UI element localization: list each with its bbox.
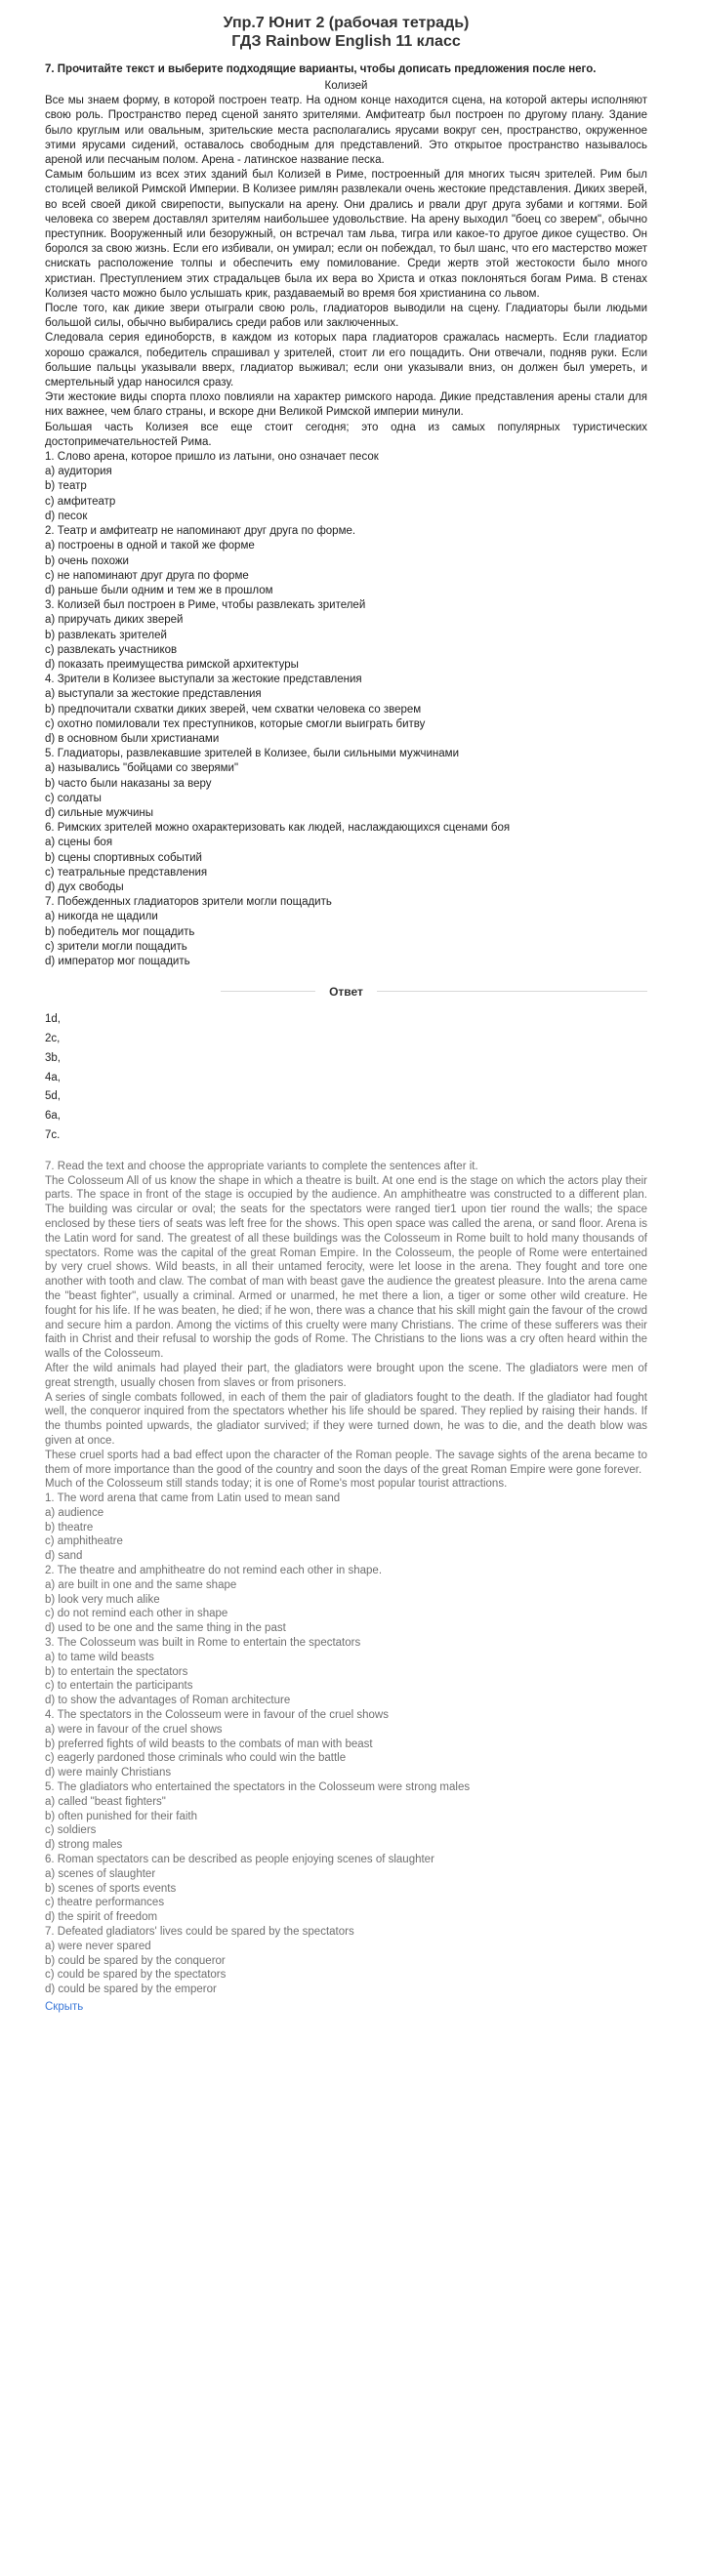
english-question-line: c) eagerly pardoned those criminals who could win the battle — [45, 1752, 347, 1765]
page-title — [45, 14, 647, 51]
russian-question-line: b) сцены спортивных событий — [45, 851, 202, 864]
english-question-line: c) could be spared by the spectators — [45, 1969, 227, 1982]
russian-question-line: d) песок — [45, 510, 88, 522]
russian-paragraph: Эти жестокие виды спорта плохо повлияли на характер римского народа. Дикие представления арены стали для них важнее, чем благо страны, и вскоре дни Великой Римской империи минули. — [45, 391, 647, 419]
english-paragraphs — [45, 1174, 647, 1492]
english-questions — [45, 1492, 647, 1997]
russian-question-line: a) сцены боя — [45, 837, 113, 849]
english-paragraph: Much of the Colosseum still stands today; it is one of Rome's most popular tourist attractions. — [45, 1478, 508, 1491]
russian-question-line: 4. Зрители в Колизее выступали за жестокие представления — [45, 674, 362, 686]
english-question-line: b) preferred fights of wild beasts to the combats of man with beast — [45, 1738, 373, 1750]
russian-question-line: 6. Римских зрителей можно охарактеризовать как людей, наслаждающихся сценами боя — [45, 822, 511, 835]
english-paragraph: These cruel sports had a bad effect upon the character of the Roman people. The savage sights of the arena became to them of more importance than the good of the country and soon the days of the great Roman Empire were gone forever. — [45, 1449, 647, 1476]
english-question-line: 2. The theatre and amphitheatre do not remind each other in shape. — [45, 1565, 383, 1577]
answer-item: 6a, — [45, 1110, 61, 1123]
russian-question-line: d) в основном были христианами — [45, 732, 220, 745]
russian-question-line: a) назывались "бойцами со зверями" — [45, 762, 239, 775]
english-question-line: 7. Defeated gladiators' lives could be spared by the spectators — [45, 1926, 354, 1938]
russian-question-line: d) раньше были одним и тем же в прошлом — [45, 584, 273, 596]
english-question-line: b) theatre — [45, 1521, 94, 1533]
russian-paragraph: Все мы знаем форму, в которой построен театр. На одном конце находится сцена, на которой актеры исполняют свою роль. Пространство перед сценой занято зрителями. Амфитеатр был построен по другому плану. Здание было круглым или овальным, зрительские места располагались ярусами вокруг сен, пространство, окруженное этими ярусами сидений, оставалось свободным для представлений. Это открытое пространство называлось ареной или песчаным полом. Арена - латинское название песка. — [45, 95, 647, 167]
russian-text — [45, 79, 647, 969]
russian-question-line: 1. Слово арена, которое пришло из латыни, оно означает песок — [45, 451, 379, 464]
russian-paragraph: После того, как дикие звери отыграли свою роль, гладиаторов выводили на сцену. Гладиаторы были людьми большой силы, обычно выбирались среди рабов или заключенных. — [45, 303, 647, 330]
russian-question-line: b) театр — [45, 480, 87, 493]
english-question-line: c) amphitheatre — [45, 1535, 123, 1548]
answer-item: 4a, — [45, 1071, 61, 1084]
english-question-line: b) look very much alike — [45, 1593, 160, 1606]
english-paragraph: A series of single combats followed, in each of them the pair of gladiators fought to the death. If the gladiator had fought well, the conqueror inquired from the spectators whether his life should be spared. They replied by raising their hands. If the thumbs pointed upwards, the gladiator survived; if they were turned down, he was to die, and the death blow was given at once. — [45, 1391, 647, 1447]
english-question-line: b) could be spared by the conqueror — [45, 1954, 226, 1967]
english-question-line: a) called "beast fighters" — [45, 1795, 166, 1808]
english-text — [45, 1160, 647, 1997]
russian-question-line: c) охотно помиловали тех преступников, которые смогли выиграть битву — [45, 717, 426, 730]
english-question-line: 5. The gladiators who entertained the spectators in the Colosseum were strong males — [45, 1781, 471, 1794]
english-question-line: a) were in favour of the cruel shows — [45, 1723, 223, 1736]
russian-question-line: 5. Гладиаторы, развлекавшие зрителей в Колизее, были сильными мужчинами — [45, 748, 459, 760]
english-question-line: d) were mainly Christians — [45, 1767, 172, 1779]
english-question-line: c) soldiers — [45, 1824, 97, 1837]
russian-question-line: b) победитель мог пощадить — [45, 925, 195, 938]
english-paragraph: After the wild animals had played their part, the gladiators were brought upon the scene. The gladiators were men of great strength, usually chosen from slaves or from prisoners. — [45, 1362, 647, 1389]
english-question-line: a) were never spared — [45, 1940, 151, 1952]
russian-paragraph: Большая часть Колизея все еще стоит сегодня; это одна из самых популярных туристических достопримечательностей Рима. — [45, 421, 647, 448]
russian-question-line: c) развлекать участников — [45, 643, 178, 656]
english-question-line: a) audience — [45, 1506, 104, 1519]
english-question-line: d) sand — [45, 1550, 83, 1563]
answer-heading: Ответ — [315, 985, 377, 999]
russian-question-line: b) часто были наказаны за веру — [45, 777, 212, 790]
russian-questions — [45, 450, 647, 969]
english-question-line: a) to tame wild beasts — [45, 1651, 154, 1663]
english-question-line: 4. The spectators in the Colosseum were in favour of the cruel shows — [45, 1709, 389, 1722]
answer-divider — [45, 983, 647, 999]
english-question-line: a) scenes of slaughter — [45, 1867, 156, 1880]
russian-paragraph: Самым большим из всех этих зданий был Колизей в Риме, построенный для многих тысяч зрителей. Рим был столицей великой Римской Империи. В Колизее римлян развлекали очень жестокие представления. Диких зверей, во всей своей дикой свирепости, выпускали на арену. Они дрались и рвали друг друга зубами и когтями. Бой человека со зверем доставлял зрителям наибольшее удовольствие. На арену выходил "боец со зверем", обычно преступник. Вооруженный или безоружный, он встречал там льва, тигра или какое-то другое дикое существо. Он боролся за свою жизнь. Если его избивали, он умирал; если он побеждал, то был шанс, что его мастерство может снискать расположение толпы и обеспечить ему помилование. Среди жертв этой жестокости было много христиан. Преступлением этих страдальцев была их вера во Христа и отказ поклоняться богам Рима. В стенах Колизея часто можно было услышать крик, раздаваемый во время боя христианина со львом. — [45, 169, 647, 300]
answers-list — [45, 1010, 647, 1146]
english-question-line: d) strong males — [45, 1839, 123, 1852]
russian-question-line: a) никогда не щадили — [45, 911, 158, 923]
task-instruction: 7. Прочитайте текст и выберите подходящие варианты, чтобы дописать предложения после него. — [45, 63, 597, 75]
russian-question-line: b) очень похожи — [45, 554, 129, 567]
russian-question-line: c) не напоминают друг друга по форме — [45, 569, 249, 582]
answer-item: 1d, — [45, 1013, 61, 1026]
answer-item: 5d, — [45, 1090, 61, 1103]
russian-heading: Колизей — [324, 80, 368, 92]
english-question-line: b) often punished for their faith — [45, 1810, 197, 1822]
title-line-1: Упр.7 Юнит 2 (рабочая тетрадь) — [223, 15, 470, 31]
russian-question-line: 2. Театр и амфитеатр не напоминают друг друга по форме. — [45, 525, 356, 538]
russian-paragraph: Следовала серия единоборств, в каждом из которых пара гладиаторов сражалась насмерть. Если гладиатор хорошо сражался, победитель спрашивал у зрителей, стоит ли его пощадить. Они отвечали, подняв руки. Если большие пальцы указывали вверх, гладиатор выживал; если они указывали вниз, он должен был умереть, и смертельный удар наносился сразу. — [45, 332, 647, 389]
english-question-line: c) to entertain the participants — [45, 1680, 193, 1693]
russian-question-line: a) приручать диких зверей — [45, 614, 184, 627]
russian-question-line: 7. Побежденных гладиаторов зрители могли пощадить — [45, 896, 332, 909]
russian-question-line: d) сильные мужчины — [45, 806, 154, 819]
english-question-line: c) theatre performances — [45, 1897, 165, 1909]
hide-link[interactable]: Скрыть — [45, 2000, 84, 2013]
russian-question-line: a) построены в одной и такой же форме — [45, 540, 255, 552]
english-question-line: d) to show the advantages of Roman architecture — [45, 1695, 291, 1707]
russian-question-line: b) развлекать зрителей — [45, 629, 167, 641]
english-question-line: a) are built in one and the same shape — [45, 1578, 237, 1591]
russian-question-line: c) зрители могли пощадить — [45, 940, 187, 953]
english-paragraph: The Colosseum All of us know the shape in which a theatre is built. At one end is the stage on which the actors play their parts. The space in front of the stage is occupied by the audience. An amphitheatre was constructed to a different plan. The building was circular or oval; the seats for the spectators were ranged tier1 upon tier round the walls; the space enclosed by these tiers of seats was left free for the shows. This open space was called the arena, or sand floor. Arena is the Latin word for sand. The greatest of all these buildings was the Colosseum in Rome built to hold many thousands of spectators. Rome was the capital of the great Roman Empire. In the Colosseum, the people of Rome were entertained by very cruel shows. Wild beasts, in all their untamed ferocity, were let loose in the arena. They fought and tore one another with tooth and claw. The combat of man with beast gave the audience the greatest pleasure. Into the arena came the "beast fighter", usually a criminal. Armed or unarmed, he met there a lion, a tiger or some other wild creature. He fought for his life. If he was beaten, he died; if he won, there was a chance that his skill might gain the favour of the crowd and secure him a pardon. Among the victims of this cruelty were many Christians. The crime of these sufferers was their faith in Christ and their refusal to worship the gods of Rome. The Christians to the lions was a cry often heard within the walls of the Colosseum. — [45, 1174, 647, 1361]
english-question-line: 1. The word arena that came from Latin used to mean sand — [45, 1492, 341, 1505]
english-question-line: d) the spirit of freedom — [45, 1911, 158, 1924]
english-question-line: 3. The Colosseum was built in Rome to entertain the spectators — [45, 1637, 361, 1650]
english-question-line: 6. Roman spectators can be described as people enjoying scenes of slaughter — [45, 1854, 434, 1866]
russian-question-line: b) предпочитали схватки диких зверей, чем схватки человека со зверем — [45, 703, 422, 716]
english-question-line: b) scenes of sports events — [45, 1882, 177, 1895]
russian-paragraphs — [45, 94, 647, 450]
answer-item: 2c, — [45, 1032, 61, 1044]
answer-item: 3b, — [45, 1051, 61, 1064]
russian-question-line: c) амфитеатр — [45, 495, 116, 508]
russian-question-line: c) театральные представления — [45, 866, 208, 879]
english-question-line: b) to entertain the spectators — [45, 1665, 188, 1678]
russian-question-line: a) аудитория — [45, 466, 112, 478]
russian-question-line: 3. Колизей был построен в Риме, чтобы развлекать зрителей — [45, 599, 366, 612]
english-question-line: d) could be spared by the emperor — [45, 1983, 217, 1996]
answer-item: 7c. — [45, 1128, 61, 1141]
russian-question-line: a) выступали за жестокие представления — [45, 688, 262, 701]
russian-question-line: c) солдаты — [45, 792, 102, 804]
english-question-line: d) used to be one and the same thing in the past — [45, 1622, 286, 1635]
english-task: 7. Read the text and choose the appropriate variants to complete the sentences after it. — [45, 1160, 478, 1172]
title-line-2: ГДЗ Rainbow English 11 класс — [231, 33, 461, 50]
russian-question-line: d) показать преимущества римской архитектуры — [45, 658, 299, 671]
russian-question-line: d) император мог пощадить — [45, 955, 190, 967]
russian-question-line: d) дух свободы — [45, 880, 124, 893]
english-question-line: c) do not remind each other in shape — [45, 1608, 228, 1620]
